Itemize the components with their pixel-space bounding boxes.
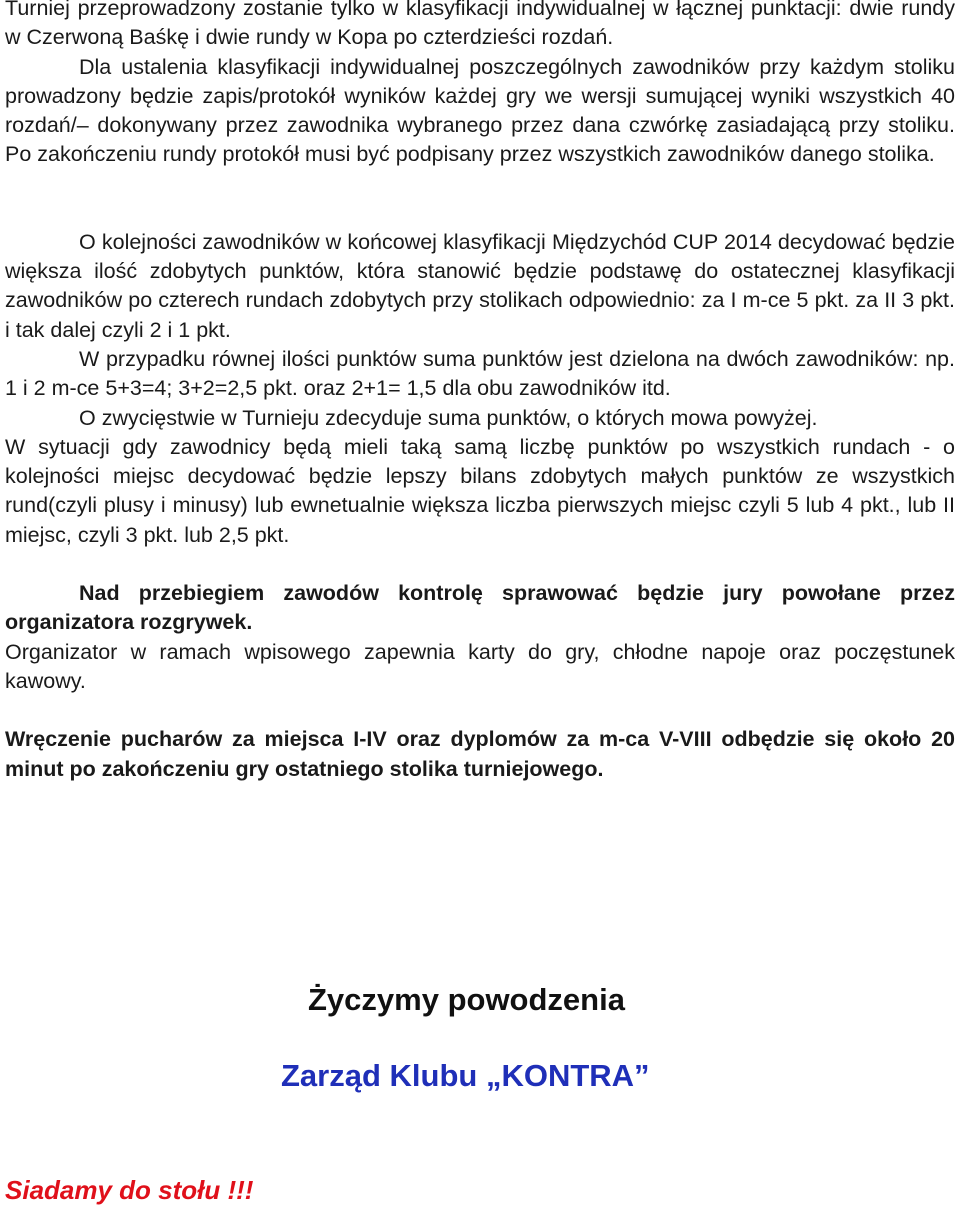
closing-board-signature: Zarząd Klubu „KONTRA”: [281, 1058, 650, 1093]
paragraph-tournament-format: Turniej przeprowadzony zostanie tylko w klasyfikacji indywidualnej w łącznej punktacji: dwie rundy w Czerwoną Baśkę i dwie rundy w Kopa po czterdzieści rozdań.: [5, 0, 955, 50]
closing-wish: Życzymy powodzenia: [308, 982, 625, 1017]
paragraph-final-ranking: O kolejności zawodników w końcowej klasyfikacji Międzychód CUP 2014 decydować będzie większa ilość zdobytych punktów, która stanowić będzie podstawę do ostatecznej klasyfikacji zawodników po czterech rundach zdobytych przy stolikach odpowiednio: za I m-ce 5 pkt. za II 3 pkt. i tak dalej czyli 2 i 1 pkt.: [5, 229, 955, 342]
document-body: [5, 0, 955, 784]
paragraph-jury: Nad przebiegiem zawodów kontrolę sprawować będzie jury powołane przez organizatora rozgrywek.: [5, 581, 955, 635]
paragraph-awards: Wręczenie pucharów za miejsca I-IV oraz dyplomów za m-ca V-VIII odbędzie się około 20 minut po zakończeniu gry ostatniego stolika turniejowego.: [5, 727, 955, 781]
paragraph-organizer: Organizator w ramach wpisowego zapewnia karty do gry, chłodne napoje oraz poczęstunek kawowy.: [5, 639, 955, 693]
paragraph-tie-points: W przypadku równej ilości punktów suma punktów jest dzielona na dwóch zawodników: np. 1 i 2 m-ce 5+3=4; 3+2=2,5 pkt. oraz 2+1= 1,5 dla obu zawodników itd.: [5, 346, 955, 401]
paragraph-individual-scoring: Dla ustalenia klasyfikacji indywidualnej poszczególnych zawodników przy każdym stoliku prowadzony będzie zapis/protokół wyników każdej gry we wersji sumującej wyniki wszystkich 40 rozdań/– dokonywany przez zawodnika wybranego przez dana czwórkę zasiadającą przy stoliku. Po zakończeniu rundy protokół musi być podpisany przez wszystkich zawodników danego stolika.: [5, 54, 955, 167]
paragraph-victory: O zwycięstwie w Turnieju zdecyduje suma punktów, o których mowa powyżej.: [79, 405, 818, 430]
paragraph-tie-break: W sytuacji gdy zawodnicy będą mieli taką samą liczbę punktów po wszystkich rundach - o kolejności miejsc decydować będzie lepszy bilans zdobytych małych punktów ze wszystkich rund(czyli plusy i minusy) lub ewnetualnie większa liczba pierwszych miejsc czyli 5 lub 4 pkt., lub II miejsc, czyli 3 pkt. lub 2,5 pkt.: [5, 434, 955, 547]
closing-sit-down: Siadamy do stołu !!!: [5, 1175, 254, 1205]
